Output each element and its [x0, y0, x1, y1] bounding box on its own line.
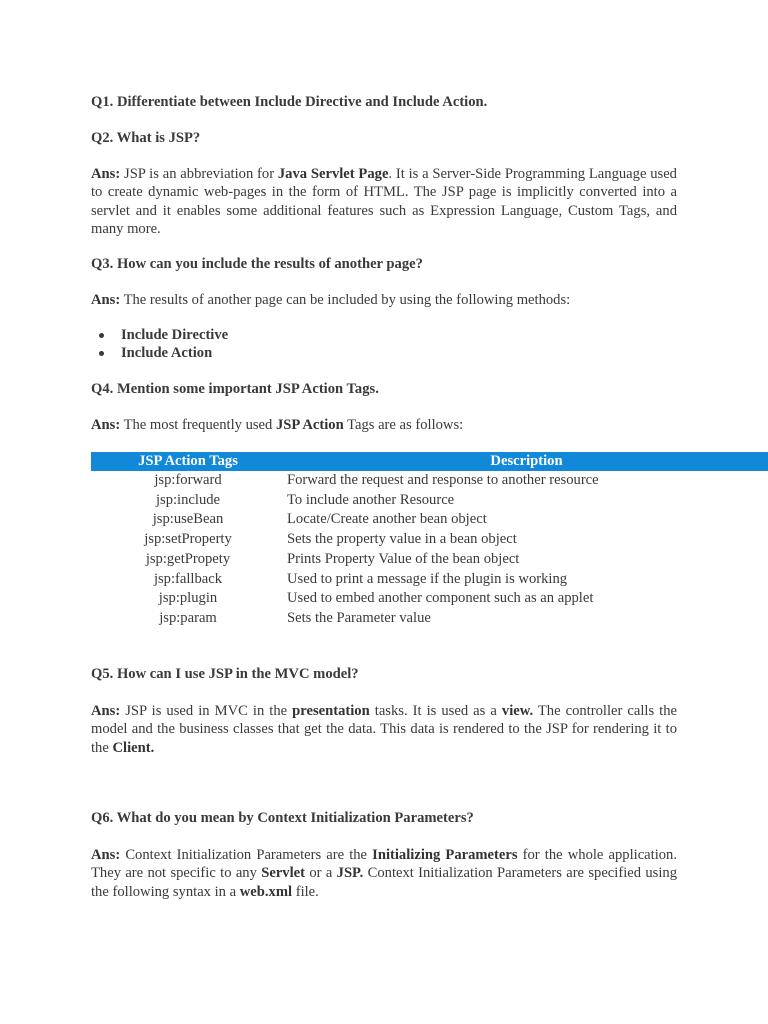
table-row	[91, 609, 768, 629]
description-cell: Sets the Parameter value	[287, 609, 431, 626]
tag-cell: jsp:forward	[154, 472, 222, 488]
list-item-label: Include Directive	[121, 327, 229, 343]
description-cell: To include another Resource	[287, 491, 455, 508]
answer-label: Ans:	[91, 847, 121, 863]
answer-label: Ans:	[91, 417, 121, 433]
list-item	[99, 326, 228, 344]
answer-bold-term: Servlet	[261, 865, 305, 882]
answer-text: JSP is used in MVC in the	[120, 703, 293, 719]
answer-text: or a	[305, 865, 337, 882]
tag-cell: jsp:setProperty	[144, 531, 232, 548]
tag-cell: jsp:getPropety	[145, 550, 231, 567]
column-header-tags: JSP Action Tags	[91, 452, 285, 471]
description-cell: Used to print a message if the plugin is working	[287, 570, 568, 587]
tag-cell: jsp:include	[155, 491, 221, 508]
description-cell: Prints Property Value of the bean object	[287, 550, 520, 567]
answer-text: for the whole application. They are not specific to any	[91, 847, 677, 882]
tag-cell: jsp:plugin	[158, 590, 218, 607]
table-header-row	[91, 452, 768, 471]
table-row	[91, 471, 768, 491]
bullet-icon	[99, 333, 104, 338]
answer-bold-term: Java Servlet Page	[277, 166, 389, 182]
answer-text: The controller calls the model and the business classes that get the data. This data is rendered to the JSP for rendering it to the	[91, 703, 677, 756]
answer-label: Ans:	[91, 703, 121, 719]
table-row	[91, 570, 768, 590]
question-1-heading: Q1. Differentiate between Include Directive and Include Action.	[91, 94, 488, 110]
answer-label: Ans:	[91, 166, 121, 182]
answer-text: Context Initialization Parameters are specified using the following syntax in a	[91, 865, 677, 900]
answer-text: tasks. It is used as a	[369, 703, 502, 719]
list-item	[99, 344, 228, 362]
answer-text: The most frequently used	[120, 417, 276, 433]
answer-bold-term: web.xml	[239, 883, 293, 900]
question-4-heading: Q4. Mention some important JSP Action Tags.	[91, 381, 379, 397]
answer-bold-term: view.	[501, 703, 534, 719]
table-row	[91, 530, 768, 550]
answer-text: . It is a Server-Side Programming Language used to create dynamic web-pages in the form of HTML. The JSP page is implicitly converted into a servlet and it enables some additional features such as Expression Language, Custom Tags, and many more.	[91, 166, 677, 237]
answer-bold-term: JSP.	[336, 865, 364, 882]
answer-text: Tags are as follows:	[343, 417, 464, 433]
table-row	[91, 491, 768, 511]
question-6-heading: Q6. What do you mean by Context Initialization Parameters?	[91, 810, 474, 826]
answer-bold-term: presentation	[292, 703, 370, 719]
answer-4-paragraph	[91, 416, 677, 434]
answer-text: The results of another page can be included by using the following methods:	[120, 292, 571, 308]
answer-3-paragraph	[91, 291, 677, 309]
description-cell: Sets the property value in a bean object	[287, 531, 517, 548]
answer-bold-term: Client.	[112, 739, 155, 756]
answer-text: file.	[292, 883, 319, 900]
table-row	[91, 510, 768, 530]
tag-cell: jsp:param	[159, 609, 217, 626]
answer-text: Context Initialization Parameters are the	[120, 847, 373, 863]
bullet-icon	[99, 351, 104, 356]
table-row	[91, 550, 768, 570]
answer-bold-term: Initializing Parameters	[372, 847, 518, 863]
answer-label: Ans:	[91, 292, 121, 308]
description-cell: Forward the request and response to another resource	[287, 472, 599, 488]
column-header-description: Description	[285, 452, 768, 471]
description-cell: Locate/Create another bean object	[287, 511, 487, 528]
tag-cell: jsp:useBean	[152, 511, 224, 528]
question-5-heading: Q5. How can I use JSP in the MVC model?	[91, 666, 359, 682]
question-2-heading: Q2. What is JSP?	[91, 130, 201, 146]
question-3-heading: Q3. How can you include the results of another page?	[91, 256, 423, 272]
list-item-label: Include Action	[121, 345, 213, 361]
jsp-action-tags-table	[91, 452, 768, 629]
tag-cell: jsp:fallback	[153, 570, 223, 587]
table-row	[91, 589, 768, 609]
answer-6-paragraph	[91, 846, 677, 901]
include-methods-list	[99, 326, 228, 362]
description-cell: Used to embed another component such as an applet	[287, 590, 594, 607]
answer-text: JSP is an abbreviation for	[120, 166, 278, 182]
answer-bold-term: JSP Action	[275, 417, 344, 433]
answer-2-paragraph	[91, 165, 677, 238]
answer-5-paragraph	[91, 702, 677, 757]
